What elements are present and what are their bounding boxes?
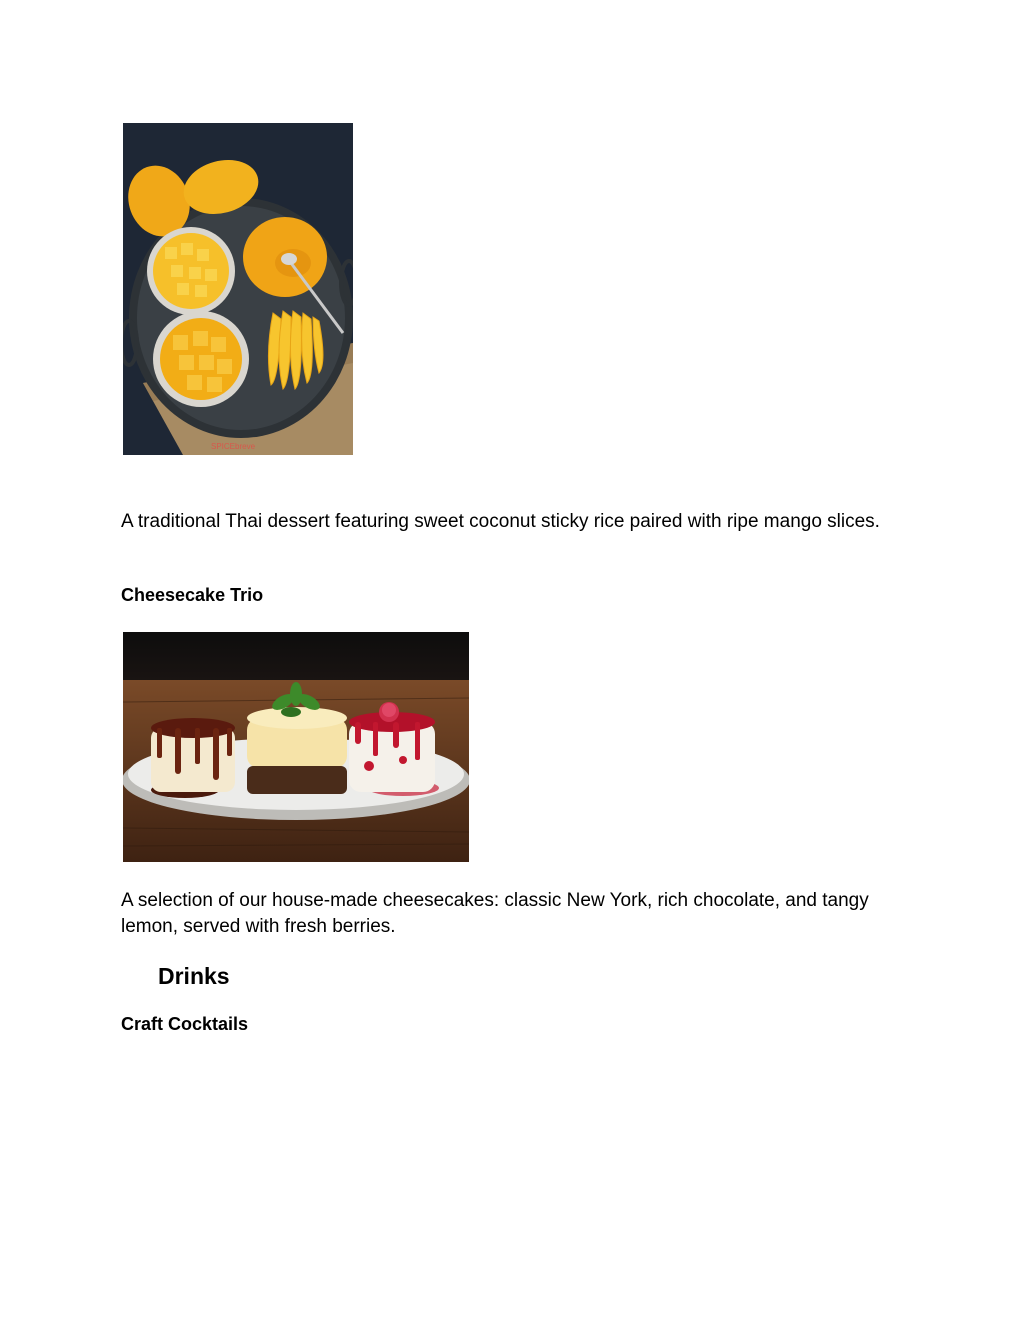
cheesecake-photo-icon <box>123 632 469 862</box>
watermark-text: SPICEbreve <box>211 442 256 451</box>
cheesecake-trio-title: Cheesecake Trio <box>121 585 264 605</box>
cheesecake-trio-description: A selection of our house-made cheesecakes: classic New York, rich chocolate, and tangy lemon, served with fresh berries. <box>121 890 869 937</box>
mango-photo-icon <box>123 123 353 455</box>
cheesecake-trio-image <box>123 632 469 862</box>
mango-sticky-rice-description: A traditional Thai dessert featuring sweet coconut sticky rice paired with ripe mango slices. <box>121 511 880 532</box>
mango-sticky-rice-image <box>123 123 353 455</box>
drinks-section-heading: Drinks <box>158 963 230 989</box>
craft-cocktails-title: Craft Cocktails <box>121 1014 249 1034</box>
